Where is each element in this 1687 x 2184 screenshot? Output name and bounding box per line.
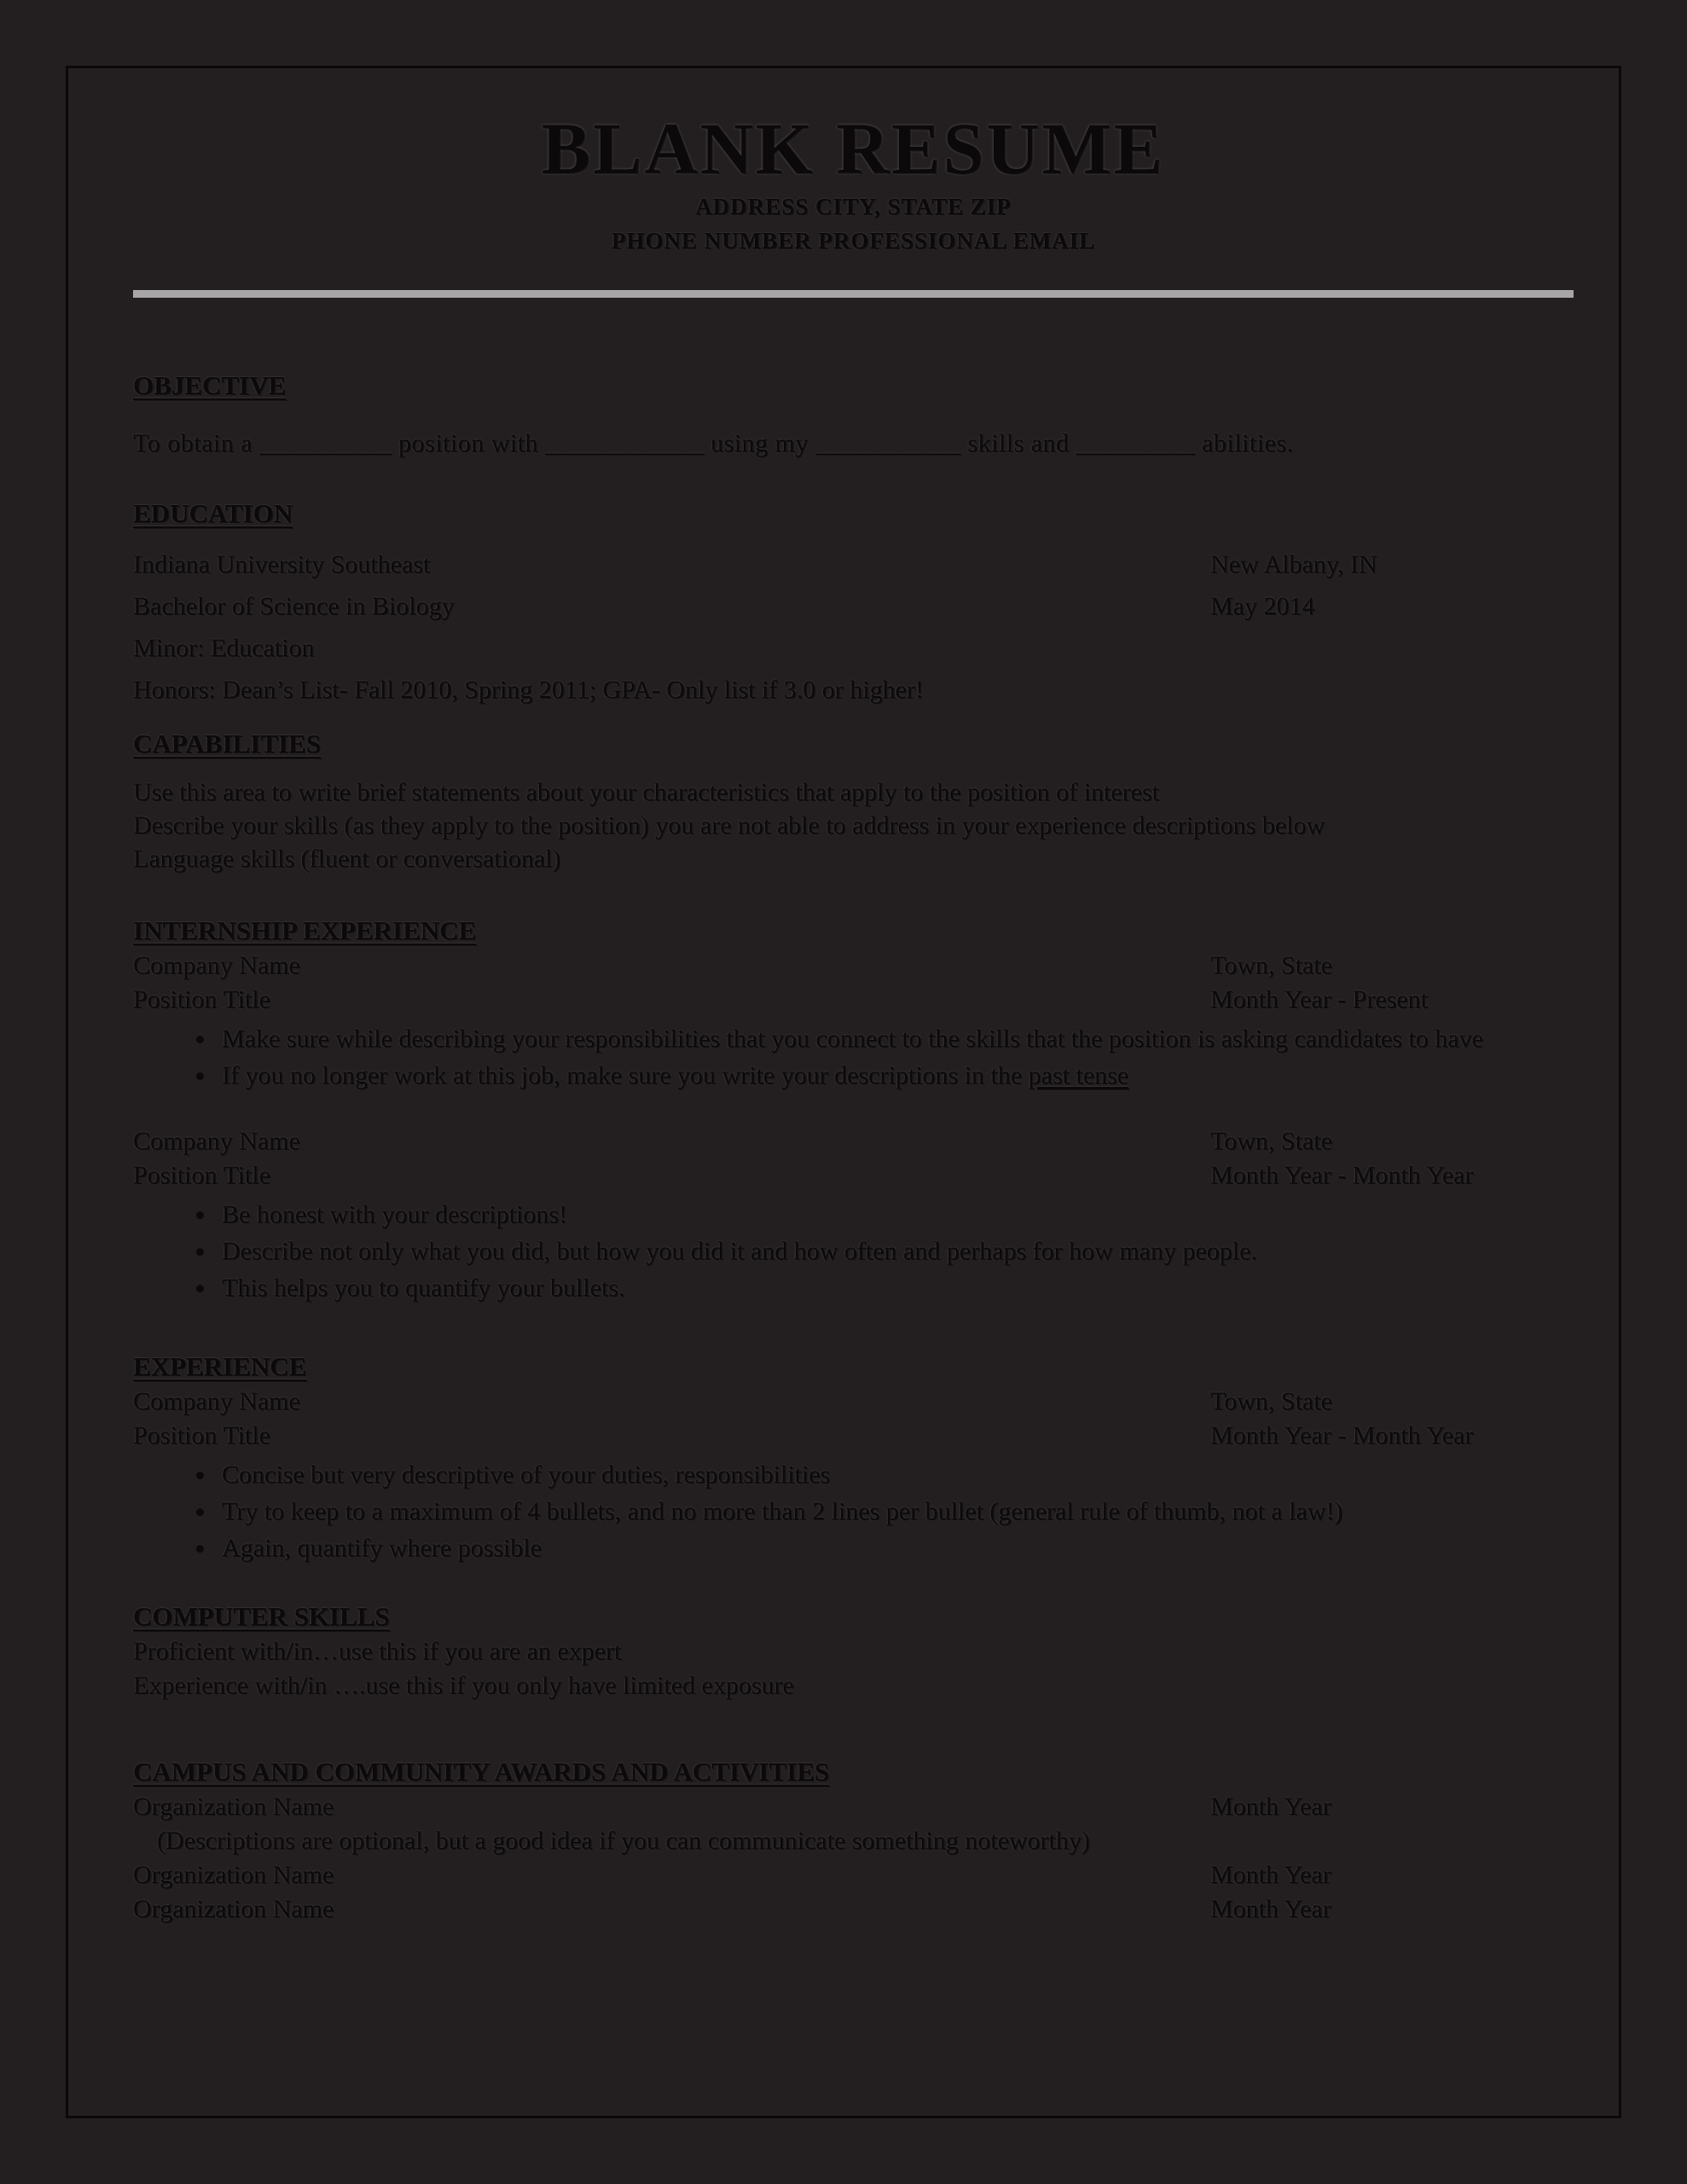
organization-row bbox=[133, 1892, 1574, 1926]
education-block bbox=[133, 543, 1574, 711]
campus-awards-block bbox=[133, 1790, 1574, 1926]
employment-dates: Month Year - Month Year bbox=[1210, 1161, 1474, 1189]
organization-date: Month Year bbox=[1210, 1861, 1331, 1889]
honors-line: Honors: Dean’s List- Fall 2010, Spring 2011; GPA- Only list if 3.0 or higher! bbox=[133, 676, 924, 704]
experience-heading: EXPERIENCE bbox=[133, 1351, 307, 1381]
school-location: New Albany, IN bbox=[1210, 550, 1377, 578]
bullet-item: • Try to keep to a maximum of 4 bullets, and no more than 2 lines per bullet (general rule of thumb, not a law!) bbox=[217, 1493, 1574, 1530]
organization-row bbox=[133, 1858, 1574, 1892]
bullet-item: • Be honest with your descriptions! bbox=[217, 1196, 1574, 1233]
organization-date: Month Year bbox=[1210, 1895, 1331, 1923]
campus-awards-heading: CAMPUS AND COMMUNITY AWARDS AND ACTIVITIES bbox=[133, 1757, 830, 1786]
address-line: ADDRESS CITY, STATE ZIP bbox=[695, 194, 1012, 219]
capability-line: Describe your skills (as they apply to the position) you are not able to address in your experience descriptions below bbox=[133, 811, 1325, 839]
bullet-item: • This helps you to quantify your bullets. bbox=[217, 1269, 1574, 1306]
organization-name: Organization Name bbox=[133, 1861, 334, 1889]
employment-dates: Month Year - Present bbox=[1210, 985, 1428, 1014]
bullet-list bbox=[133, 1456, 1574, 1566]
internship-job-2 bbox=[133, 1124, 1574, 1306]
position-title: Position Title bbox=[133, 1161, 270, 1189]
position-title: Position Title bbox=[133, 1421, 270, 1449]
education-row bbox=[133, 585, 1574, 627]
skill-line: Proficient with/in…use this if you are an expert bbox=[133, 1637, 622, 1665]
education-row bbox=[133, 627, 1574, 669]
minor-line: Minor: Education bbox=[133, 634, 315, 662]
computer-skills-block bbox=[133, 1635, 1574, 1703]
job-header-row bbox=[133, 1159, 1574, 1193]
bullet-list bbox=[133, 1196, 1574, 1306]
organization-name: Organization Name bbox=[133, 1792, 334, 1821]
capability-line: Language skills (fluent or conversational) bbox=[133, 845, 561, 873]
bullet-item: • Make sure while describing your responsibilities that you connect to the skills that the position is asking candidates to have bbox=[217, 1020, 1574, 1057]
organization-name: Organization Name bbox=[133, 1895, 334, 1923]
internship-heading: INTERNSHIP EXPERIENCE bbox=[133, 915, 477, 945]
page-title: BLANK RESUME bbox=[541, 107, 1166, 189]
education-row bbox=[133, 543, 1574, 585]
objective-heading: OBJECTIVE bbox=[133, 370, 287, 400]
organization-row bbox=[133, 1790, 1574, 1824]
degree-name: Bachelor of Science in Biology bbox=[133, 592, 455, 620]
contact-line: PHONE NUMBER PROFESSIONAL EMAIL bbox=[611, 228, 1096, 253]
campus-note: (Descriptions are optional, but a good idea if you can communicate something noteworthy) bbox=[157, 1827, 1090, 1855]
job-location: Town, State bbox=[1210, 1127, 1332, 1155]
internship-job-1 bbox=[133, 949, 1574, 1094]
job-location: Town, State bbox=[1210, 951, 1332, 979]
experience-job bbox=[133, 1385, 1574, 1566]
bullet-list bbox=[133, 1020, 1574, 1094]
resume-page bbox=[66, 66, 1621, 2118]
job-header-row bbox=[133, 1385, 1574, 1419]
computer-skills-heading: COMPUTER SKILLS bbox=[133, 1601, 390, 1631]
bullet-item: • Concise but very descriptive of your duties, responsibilities bbox=[217, 1456, 1574, 1493]
job-header-row bbox=[133, 983, 1574, 1017]
company-name: Company Name bbox=[133, 951, 300, 979]
school-name: Indiana University Southeast bbox=[133, 550, 431, 578]
company-name: Company Name bbox=[133, 1387, 300, 1415]
capability-line: Use this area to write brief statements about your characteristics that apply to the position of interest bbox=[133, 778, 1159, 806]
capabilities-block bbox=[133, 775, 1574, 875]
organization-date: Month Year bbox=[1210, 1792, 1331, 1821]
bullet-item: • If you no longer work at this job, make sure you write your descriptions in the past tense bbox=[217, 1057, 1574, 1094]
company-name: Company Name bbox=[133, 1127, 300, 1155]
job-location: Town, State bbox=[1210, 1387, 1332, 1415]
bullet-item: • Again, quantify where possible bbox=[217, 1530, 1574, 1566]
education-row bbox=[133, 669, 1574, 711]
position-title: Position Title bbox=[133, 985, 270, 1014]
objective-sentence: To obtain a __________ position with ____________ using my ___________ skills and _________ abilities. bbox=[133, 429, 1294, 457]
skill-line: Experience with/in ….use this if you only have limited exposure bbox=[133, 1671, 794, 1699]
job-header-row bbox=[133, 949, 1574, 983]
bullet-item: • Describe not only what you did, but how you did it and how often and perhaps for how many people. bbox=[217, 1233, 1574, 1269]
job-header-row bbox=[133, 1419, 1574, 1453]
header-divider-rule bbox=[133, 290, 1574, 298]
capabilities-heading: CAPABILITIES bbox=[133, 729, 321, 758]
education-heading: EDUCATION bbox=[133, 498, 293, 528]
employment-dates: Month Year - Month Year bbox=[1210, 1421, 1474, 1449]
job-header-row bbox=[133, 1124, 1574, 1159]
graduation-date: May 2014 bbox=[1210, 592, 1315, 620]
